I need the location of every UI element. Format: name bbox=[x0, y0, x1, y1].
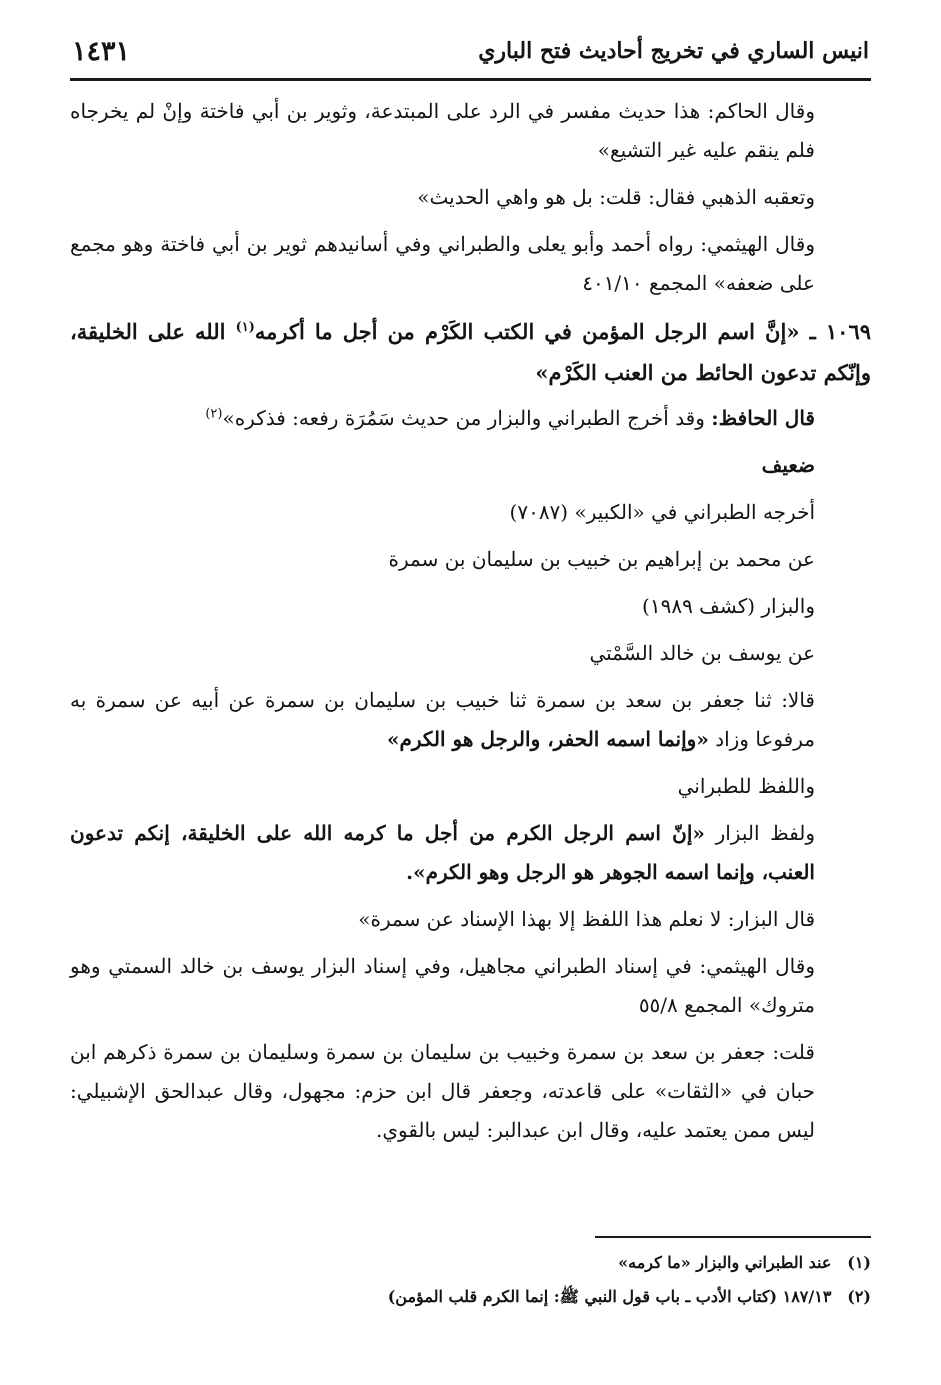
quoted-wording: «إنّ اسم الرجل الكرم من أجل ما كرمه الله على الخليقة، إنكم تدعون العنب، وإنما اسمه الجوهر هو الرجل وهو الكرم». bbox=[70, 821, 815, 884]
paragraph: قال البزار: لا نعلم هذا اللفظ إلا بهذا الإسناد عن سمرة» bbox=[358, 907, 815, 931]
header-rule bbox=[70, 78, 871, 81]
paragraph-text: قالا: ثنا جعفر بن سعد بن سمرة ثنا خبيب بن سليمان بن سمرة عن أبيه عن سمرة به مرفوعا وزاد bbox=[70, 688, 815, 751]
running-header bbox=[70, 36, 871, 80]
book-title: انيس الساري في تخريج أحاديث فتح الباري bbox=[478, 38, 869, 64]
hafiz-text: وقد أخرج الطبراني والبزار من حديث سَمُرَة رفعه: فذكره» bbox=[222, 406, 705, 430]
main-text bbox=[70, 92, 871, 1158]
paragraph: عن يوسف بن خالد السَّمْتي bbox=[589, 641, 815, 665]
paragraph: أخرجه الطبراني في «الكبير» (٧٠٨٧) bbox=[509, 500, 815, 524]
footnote-text: ١٨٧/١٣ (كتاب الأدب ـ باب قول النبي ﷺ: إنما الكرم قلب المؤمن) bbox=[387, 1287, 832, 1306]
hafiz-label: قال الحافظ: bbox=[711, 406, 815, 430]
paragraph-text: ولفظ البزار bbox=[715, 821, 816, 845]
footnote-separator bbox=[595, 1236, 871, 1238]
hadith-text: «إنَّ اسم الرجل المؤمن في الكتب الكَرْم من أجل ما أكرمه bbox=[254, 319, 800, 344]
paragraph: عن محمد بن إبراهيم بن خبيب بن سليمان بن سمرة bbox=[388, 547, 815, 571]
paragraph: والبزار (كشف ١٩٨٩) bbox=[642, 594, 815, 618]
hadith-text-continued: الله على الخليقة، وإنّكم تدعون الحائط من العنب الكَرْم» bbox=[70, 319, 871, 385]
paragraph bbox=[70, 681, 871, 759]
footnote bbox=[70, 1280, 871, 1314]
footnote-ref: (٢) bbox=[205, 406, 223, 422]
paragraph: وقال الهيثمي: رواه أحمد وأبو يعلى والطبراني وفي أسانيدهم ثوير بن أبي فاختة وهو مجمع على ضعفه» المجمع ٤٠١/١٠ bbox=[70, 232, 815, 295]
paragraph bbox=[70, 814, 871, 892]
paragraph: قلت: جعفر بن سعد بن سمرة وخبيب بن سليمان بن سمرة وسليمان بن سمرة ذكرهم ابن حبان في «الثقات» على قاعدته، وجعفر قال ابن حزم: مجهول، وقال عبدالحق الإشبيلي: ليس ممن يعتمد عليه، وقال ابن عبدالبر: ليس بالقوي. bbox=[70, 1040, 815, 1142]
paragraph: واللفظ للطبراني bbox=[677, 774, 815, 798]
footnotes bbox=[70, 1246, 871, 1314]
footnote bbox=[70, 1246, 871, 1280]
footnote-ref: (١) bbox=[235, 320, 255, 335]
paragraph: وتعقبه الذهبي فقال: قلت: بل هو واهي الحديث» bbox=[417, 185, 815, 209]
hadith-number: ١٠٦٩ ـ bbox=[809, 319, 872, 344]
footnote-mark: (١) bbox=[847, 1253, 871, 1272]
paragraph: وقال الحاكم: هذا حديث مفسر في الرد على المبتدعة، وثوير بن أبي فاختة وإنْ لم يخرجاه فلم ينقم عليه غير التشيع» bbox=[70, 99, 815, 162]
footnote-mark: (٢) bbox=[847, 1287, 871, 1306]
grade-label: ضعيف bbox=[761, 453, 815, 477]
footnote-text: عند الطبراني والبزار «ما كرمه» bbox=[618, 1253, 832, 1272]
hafiz-comment bbox=[70, 399, 871, 438]
hadith-entry bbox=[70, 311, 871, 393]
quoted-addition: «وإنما اسمه الحفر، والرجل هو الكرم» bbox=[386, 727, 709, 751]
paragraph: وقال الهيثمي: في إسناد الطبراني مجاهيل، وفي إسناد البزار يوسف بن خالد السمتي وهو متروك» المجمع ٥٥/٨ bbox=[70, 954, 815, 1017]
page-number: ١٤٣١ bbox=[72, 36, 131, 67]
